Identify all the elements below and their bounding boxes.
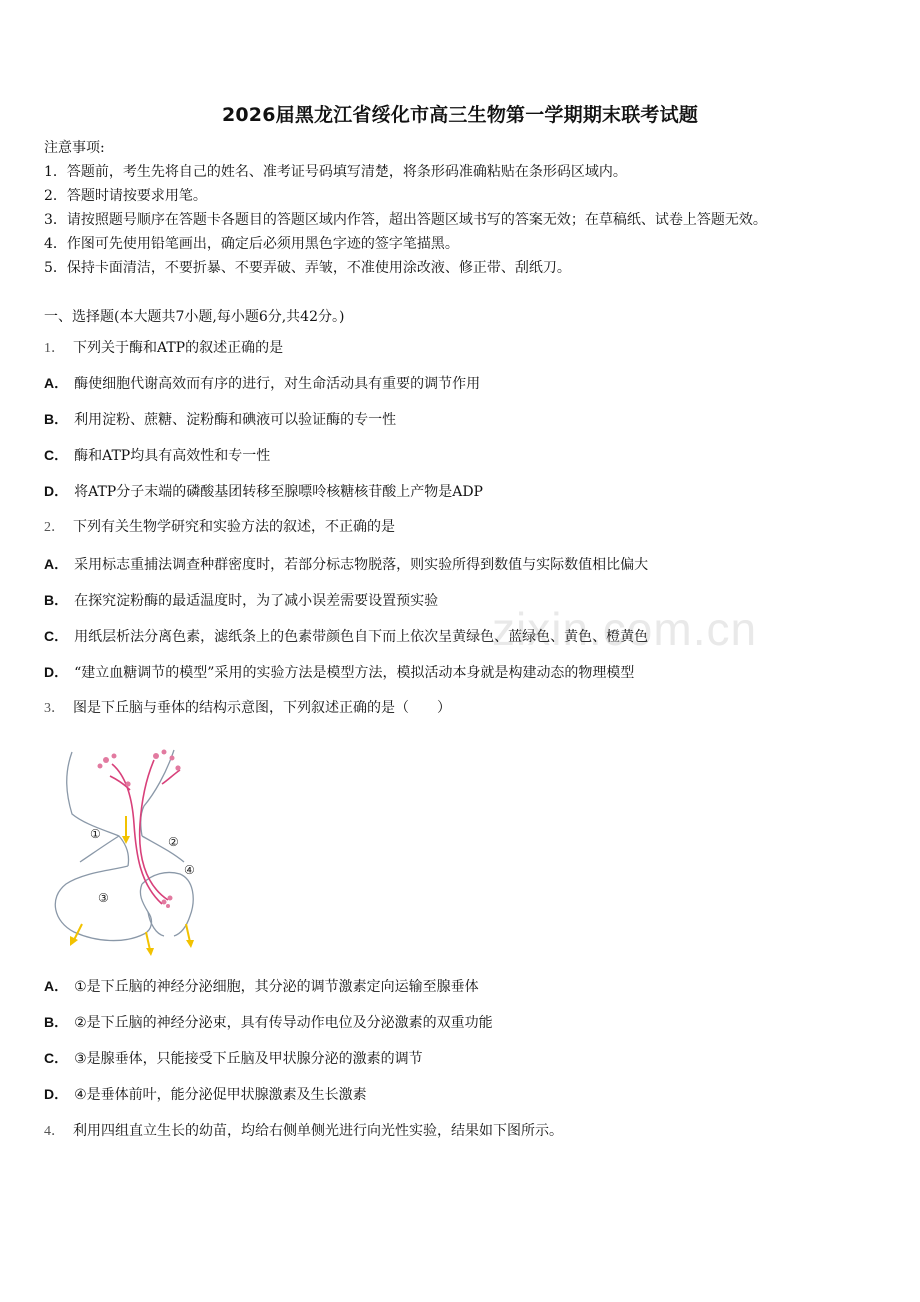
option-key: C． (44, 1050, 69, 1066)
q1-option-c (44, 446, 270, 465)
q1-option-a (44, 374, 480, 393)
hypothalamus-pituitary-diagram (44, 744, 214, 958)
label-1: ① (90, 827, 101, 841)
notice-item-5: 5．保持卡面清洁，不要折暴、不要弄破、弄皱，不准使用涂改液、修正带、刮纸刀。 (44, 260, 571, 276)
diagram-labels (90, 827, 195, 905)
q3-option-b (44, 1013, 493, 1032)
question-1 (44, 339, 283, 358)
option-key: B． (44, 592, 69, 608)
notice-heading: 注意事项: (44, 140, 105, 156)
option-text: ④是垂体前叶，能分泌促甲状腺激素及生长激素 (74, 1087, 367, 1103)
question-number: 3． (44, 701, 65, 716)
question-stem: 下列关于酶和ATP的叙述正确的是 (73, 340, 284, 356)
question-stem: 下列有关生物学研究和实验方法的叙述，不正确的是 (73, 519, 395, 535)
option-key: B． (44, 1014, 69, 1030)
nerve-fibers (110, 760, 180, 904)
q3-option-c (44, 1049, 423, 1068)
question-2 (44, 518, 395, 537)
option-key: C． (44, 447, 69, 463)
notice-item-1: 1．答题前，考生先将自己的姓名、准考证号码填写清楚，将条形码准确粘贴在条形码区域内。 (44, 164, 627, 180)
question-4 (44, 1122, 563, 1141)
section-heading: 一、选择题(本大题共7小题,每小题6分,共42分。) (44, 309, 345, 325)
option-key: D． (44, 1086, 69, 1102)
question-3 (44, 699, 451, 718)
option-text: ①是下丘脑的神经分泌细胞，其分泌的调节激素定向运输至腺垂体 (74, 979, 479, 995)
option-text: 将ATP分子末端的磷酸基团转移至腺嘌呤核糖核苷酸上产物是ADP (74, 484, 483, 500)
option-key: D． (44, 664, 69, 680)
option-text: ②是下丘脑的神经分泌束，具有传导动作电位及分泌激素的双重功能 (74, 1015, 493, 1031)
q2-option-a (44, 555, 648, 574)
option-text: 在探究淀粉酶的最适温度时，为了减小误差需要设置预实验 (74, 593, 439, 609)
q3-option-a (44, 977, 479, 996)
notice-item-2: 2．答题时请按要求用笔。 (44, 188, 207, 204)
option-text: 酶使细胞代谢高效而有序的进行，对生命活动具有重要的调节作用 (74, 376, 481, 392)
option-text: ③是腺垂体，只能接受下丘脑及甲状腺分泌的激素的调节 (74, 1051, 423, 1067)
option-text: 采用标志重捕法调查种群密度时，若部分标志物脱落，则实验所得到数值与实际数值相比偏大 (74, 557, 649, 573)
question-number: 4． (44, 1124, 65, 1139)
page-title: 2026届黑龙江省绥化市高三生物第一学期期末联考试题 (221, 104, 699, 126)
option-key: B． (44, 411, 69, 427)
option-key: A． (44, 375, 69, 391)
notice-item-3: 3．请按照题号顺序在答题卡各题目的答题区域内作答，超出答题区域书写的答案无效；在草稿纸、试卷上答题无效。 (44, 212, 767, 228)
option-text: 利用淀粉、蔗糖、淀粉酶和碘液可以验证酶的专一性 (74, 412, 397, 428)
question-number: 2． (44, 520, 65, 535)
option-text: 酶和ATP均具有高效性和专一性 (74, 448, 271, 464)
watermark: zixin.com.cn (492, 603, 758, 655)
q2-option-b (44, 591, 438, 610)
label-3: ③ (98, 891, 109, 905)
label-4: ④ (184, 863, 195, 877)
q2-option-c (44, 627, 648, 646)
q3-option-d (44, 1085, 367, 1104)
notice-item-4: 4．作图可先使用铅笔画出，确定后必须用黑色字迹的签字笔描黑。 (44, 236, 459, 252)
q1-option-b (44, 410, 396, 429)
label-2: ② (168, 835, 179, 849)
q1-option-d (44, 482, 483, 501)
option-key: C． (44, 628, 69, 644)
option-key: D． (44, 483, 69, 499)
option-key: A． (44, 978, 69, 994)
option-key: A． (44, 556, 69, 572)
question-stem: 图是下丘脑与垂体的结构示意图，下列叙述正确的是（ ） (73, 700, 451, 716)
question-stem: 利用四组直立生长的幼苗，均给右侧单侧光进行向光性实验，结果如下图所示。 (73, 1123, 563, 1139)
question-number: 1． (44, 341, 65, 356)
option-text: 用纸层析法分离色素，滤纸条上的色素带颜色自下而上依次呈黄绿色、蓝绿色、黄色、橙黄色 (74, 629, 649, 645)
q2-option-d (44, 663, 634, 682)
option-text: “建立血糖调节的模型”采用的实验方法是模型方法，模拟活动本身就是构建动态的物理模型 (74, 665, 635, 681)
